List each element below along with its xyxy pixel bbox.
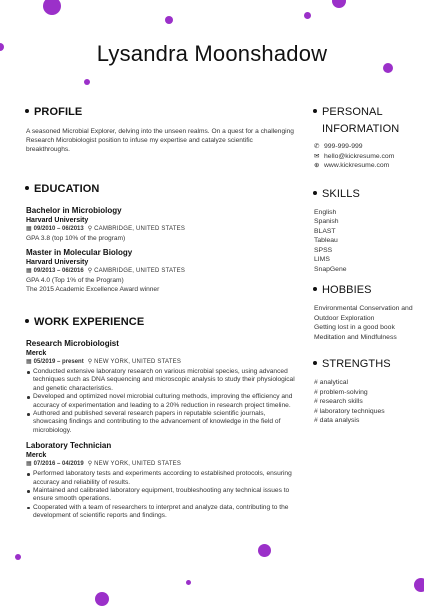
strengths-list <box>314 378 414 426</box>
education-detail: GPA 3.8 (top 10% of the program) <box>26 235 126 242</box>
education-detail: GPA 4.0 (Top 1% of the Program) <box>26 277 124 284</box>
experience-item <box>26 441 298 520</box>
hobby-item: Meditation and Mindfulness <box>314 333 397 341</box>
decorative-dot <box>414 578 424 592</box>
hobby-item: Getting lost in a good book <box>314 324 395 331</box>
decorative-dot <box>15 554 21 560</box>
education-meta <box>26 267 298 276</box>
section-heading-hobbies: HOBBIES <box>314 282 414 298</box>
degree-title: Master in Molecular Biology <box>26 248 133 257</box>
personal-info-section <box>314 104 414 171</box>
section-heading-experience: WORK EXPERIENCE <box>26 314 298 330</box>
side-column <box>314 104 414 426</box>
skill-item: English <box>314 208 337 216</box>
bullet-item: Conducted extensive laboratory research on various microbial species, using advanced techniques such as DNA sequencing and microscopic analysis to study their physiological and genetic characteristics. <box>26 368 298 393</box>
strength-item: # data analysis <box>314 417 360 424</box>
section-heading-education: EDUCATION <box>26 181 298 197</box>
strengths-section <box>314 356 414 426</box>
calendar-icon: ▦ <box>26 226 32 232</box>
email-text[interactable]: hello@kickresume.com <box>324 152 395 160</box>
section-heading-personal <box>314 104 414 138</box>
contact-phone <box>314 142 414 152</box>
location-pin-icon: ⚲ <box>87 226 93 232</box>
calendar-icon: ▦ <box>26 359 32 365</box>
phone-text: 999-999-999 <box>324 143 363 150</box>
strength-item: # analytical <box>314 379 349 386</box>
candidate-name: Lysandra Moonshadow <box>96 41 328 66</box>
contact-email[interactable] <box>314 152 414 162</box>
section-heading-skills: SKILLS <box>314 186 414 202</box>
decorative-dot <box>332 0 346 8</box>
company-name: Merck <box>26 452 47 460</box>
education-section <box>26 181 298 294</box>
location-pin-icon: ⚲ <box>87 268 93 274</box>
bullet-item: Cooperated with a team of researchers to interpret and analyze data, contributing to the development of scientific reports and findings. <box>26 504 298 521</box>
decorative-dot <box>165 16 173 24</box>
strength-item: # problem-solving <box>314 388 368 396</box>
company-name: Merck <box>26 350 47 357</box>
education-meta <box>26 225 298 234</box>
section-heading-strengths: STRENGTHS <box>314 356 414 372</box>
bullet-item: Authored and published several research papers in reputable scientific journals, showcasing findings and contributing to the advancement of knowledge in the field of microbiology. <box>26 410 298 435</box>
experience-meta <box>26 460 298 469</box>
phone-icon: ✆ <box>314 143 320 150</box>
education-detail: The 2015 Academic Excellence Award winner <box>26 286 160 293</box>
school-name: Harvard University <box>26 217 89 224</box>
degree-title: Bachelor in Microbiology <box>26 206 122 215</box>
strength-item: # research skills <box>314 398 363 405</box>
heading-line: INFORMATION <box>322 123 400 135</box>
main-column <box>26 104 298 521</box>
heading-line: PERSONAL <box>322 106 383 118</box>
skills-list <box>314 208 414 275</box>
profile-summary: A seasoned Microbial Explorer, delving into the unseen realms. On a quest for a challenging Research Microbiologist position to infuse my expertise and catalyze scientific breakthroughs. <box>26 128 294 153</box>
contact-website[interactable] <box>314 161 414 171</box>
education-dates: 09/2013 – 06/2016 <box>33 268 84 274</box>
experience-meta <box>26 358 298 367</box>
bullet-item: Performed laboratory tests and experiments according to established protocols, ensuring accuracy and reliability of results. <box>26 470 298 487</box>
skill-item: SnapGene <box>314 265 347 273</box>
hobby-item: Environmental Conservation and Outdoor Exploration <box>314 305 413 322</box>
job-title: Research Microbiologist <box>26 339 119 348</box>
hobbies-list <box>314 304 414 342</box>
experience-dates: 05/2019 – present <box>33 359 84 365</box>
experience-bullets <box>26 368 298 435</box>
education-location: CAMBRIDGE, UNITED STATES <box>94 268 186 274</box>
experience-bullets <box>26 470 298 520</box>
decorative-dot <box>43 0 61 15</box>
strength-item: # laboratory techniques <box>314 407 385 415</box>
contact-list <box>314 142 414 171</box>
job-title: Laboratory Technician <box>26 441 112 451</box>
skill-item: Spanish <box>314 218 339 225</box>
skill-item: LIMS <box>314 256 330 263</box>
skill-item: BLAST <box>314 227 336 235</box>
bullet-item: Maintained and calibrated laboratory equipment, troubleshooting any technical issues to ensure smooth operations. <box>26 487 298 504</box>
decorative-dot <box>304 12 311 19</box>
decorative-dot <box>84 79 90 85</box>
experience-section <box>26 314 298 521</box>
experience-location: NEW YORK, UNITED STATES <box>94 359 182 365</box>
education-item <box>26 206 298 243</box>
experience-dates: 07/2016 – 04/2019 <box>33 461 84 468</box>
skills-section <box>314 186 414 275</box>
calendar-icon: ▦ <box>26 461 32 468</box>
education-item <box>26 248 298 294</box>
skill-item: Tableau <box>314 237 338 244</box>
education-location: CAMBRIDGE, UNITED STATES <box>94 226 186 232</box>
hobbies-section <box>314 282 414 342</box>
bullet-item: Developed and optimized novel microbial culturing methods, improving the efficiency and accuracy of experimentation and leading to a 20% reduction in research project timeline. <box>26 393 298 410</box>
decorative-dot <box>95 592 109 606</box>
section-heading-profile: PROFILE <box>26 104 298 120</box>
experience-item <box>26 339 298 435</box>
location-pin-icon: ⚲ <box>87 461 93 468</box>
school-name: Harvard University <box>26 259 89 266</box>
decorative-dot <box>258 544 271 557</box>
profile-section <box>26 104 298 154</box>
website-text[interactable]: www.kickresume.com <box>324 162 390 169</box>
decorative-dot <box>186 580 191 585</box>
calendar-icon: ▦ <box>26 268 32 274</box>
mail-icon: ✉ <box>314 152 320 160</box>
experience-location: NEW YORK, UNITED STATES <box>94 461 182 468</box>
skill-item: SPSS <box>314 246 333 254</box>
education-dates: 09/2010 – 06/2013 <box>33 226 84 232</box>
location-pin-icon: ⚲ <box>87 359 93 365</box>
globe-icon: ⊕ <box>314 162 320 169</box>
